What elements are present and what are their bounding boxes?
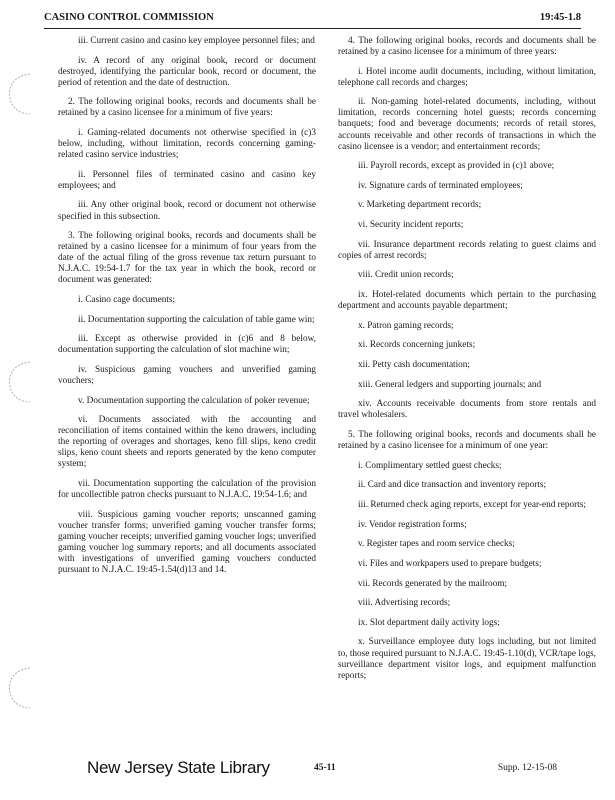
paragraph: xii. Petty cash documentation; (358, 360, 471, 371)
paragraph: vii. Records generated by the mailroom; (358, 578, 507, 589)
paragraph: iii. Payroll records, except as provided in (c)1 above; (358, 161, 555, 172)
paragraph: x. Surveillance employee duty logs including, but not limited to, those required pursuant to N.J.A.C. 19:45-1.10(d), VCR/tape logs, surveillance department visitor logs, and equipment malfunction reports; (338, 637, 596, 681)
paragraph: 3. The following original books, records and documents shall be retained by a casino licensee for a minimum of four years from the date of the actual filing of the gross revenue tax return pursuant to N.J.A.C. 19:54-1.7 for the tax year in which the book, record or document was generated: (58, 231, 316, 286)
paragraph: x. Patron gaming records; (358, 320, 454, 331)
paragraph: 4. The following original books, records and documents shall be retained by a casino licensee for a minimum of three years: (338, 36, 596, 58)
paragraph: xiv. Accounts receivable documents from store rentals and travel wholesalers. (338, 399, 596, 421)
paragraph: vi. Files and workpapers used to prepare budgets; (358, 558, 542, 569)
paragraph: viii. Suspicious gaming voucher reports; unscanned gaming voucher transfer forms; unverified gaming voucher transfer forms; gaming voucher receipts; unverified gaming voucher logs; unverified gaming voucher log summary reports; and all documents associated with investigations of unverified gaming vouchers conducted pursuant to N.J.A.C. 19:45-1.54(d)13 and 14. (58, 509, 316, 576)
paragraph: i. Casino cage documents; (78, 295, 176, 305)
paragraph: i. Complimentary settled guest checks; (358, 460, 502, 471)
paragraph: vi. Security incident reports; (358, 220, 464, 231)
left-column (58, 36, 316, 585)
paragraph: ix. Slot department daily activity logs; (358, 617, 500, 628)
paragraph: viii. Credit union records; (358, 270, 454, 281)
paragraph: ii. Non-gaming hotel-related documents, including, without limitation, records concerning hotel guests; records concerning banquets; food and beverage documents; records of retail stores, accounts receivable and other records of transactions in which the casino licensee is a vendor; and entertainment records; (338, 97, 596, 152)
paragraph: i. Gaming-related documents not otherwise specified in (c)3 below, including, without limitation, records concerning gaming-related casino service industries; (58, 128, 316, 161)
right-column (338, 36, 596, 690)
paragraph: 2. The following original books, records and documents shall be retained by a casino licensee for a minimum of five years: (58, 97, 316, 119)
paragraph: v. Documentation supporting the calculation of poker revenue; (78, 395, 310, 406)
paragraph: iii. Returned check aging reports, except for year-end reports; (358, 500, 586, 510)
paragraph: ii. Documentation supporting the calculation of table game win; (78, 314, 315, 325)
paragraph: ii. Card and dice transaction and inventory reports; (358, 480, 547, 491)
paragraph: iii. Current casino and casino key employee personnel files; and (78, 36, 315, 46)
supplement-date: Supp. 12-15-08 (497, 763, 557, 773)
paragraph: v. Register tapes and room service checks; (358, 539, 515, 550)
paragraph: v. Marketing department records; (358, 200, 482, 211)
paragraph: vi. Documents associated with the accounting and reconciliation of items contained within the keno drawers, including the reporting of overages and shortages, keno fill slips, keno credit slips, keno count sheets and reports generated by the keno computer system; (58, 415, 316, 470)
paragraph: iv. Signature cards of terminated employees; (358, 180, 523, 191)
paragraph: 5. The following original books, records and documents shall be retained by a casino licensee for a minimum of one year: (338, 430, 596, 452)
paragraph: ix. Hotel-related documents which pertain to the purchasing department and accounts payable department; (338, 290, 596, 312)
library-stamp: New Jersey State Library (87, 758, 270, 777)
paragraph: iii. Any other original book, record or document not otherwise specified in this subsection. (58, 200, 316, 222)
paragraph: i. Hotel income audit documents, including, without limitation, telephone call records and charges; (338, 66, 596, 88)
punch-hole-mark (4, 664, 36, 712)
paragraph: xiii. General ledgers and supporting journals; and (358, 379, 542, 390)
punch-hole-mark (4, 358, 36, 406)
page-number: 45-11 (314, 763, 336, 773)
paragraph: iv. Suspicious gaming vouchers and unverified gaming vouchers; (58, 364, 316, 387)
paragraph: iii. Except as otherwise provided in (c)6 and 8 below, documentation supporting the calculation of slot machine win; (58, 334, 316, 356)
header-title: CASINO CONTROL COMMISSION (44, 12, 214, 23)
paragraph: iv. Vendor registration forms; (358, 519, 467, 530)
paragraph: vii. Insurance department records relating to guest claims and copies of arrest records; (338, 239, 596, 261)
running-header (44, 8, 581, 29)
paragraph: viii. Advertising records; (358, 598, 451, 609)
paragraph: xi. Records concerning junkets; (358, 340, 476, 351)
header-section: 19:45-1.8 (539, 12, 581, 23)
punch-hole-mark (4, 70, 36, 118)
page-footer (0, 758, 615, 788)
paragraph: ii. Personnel files of terminated casino and casino key employees; and (58, 169, 316, 191)
paragraph: vii. Documentation supporting the calculation of the provision for uncollectible patron checks pursuant to N.J.A.C. 19:54-1.6; and (58, 479, 316, 501)
paragraph: iv. A record of any original book, record or document destroyed, identifying the particular book, record or document, the period of retention and the date of destruction. (58, 55, 316, 88)
